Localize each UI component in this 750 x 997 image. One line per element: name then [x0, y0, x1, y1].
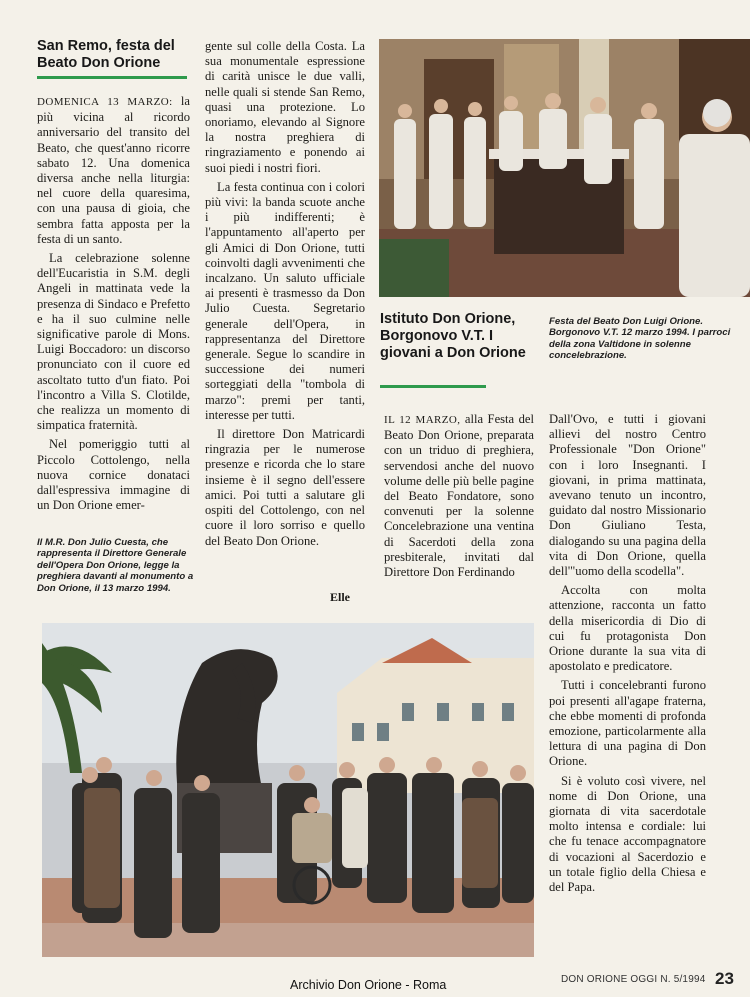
footer-archive-credit: Archivio Don Orione - Roma — [290, 978, 447, 992]
article1-col2-paragraph-3: Il direttore Don Matricardi ringrazia per le numerose presenze e ricorda che lo stare insieme è il segno dell'essere amici. Poi tutti a salutare gli ospiti del Cottolengo, con nel cuore il loro sorriso e quello del Beato Don Orione. — [205, 427, 365, 548]
concelebration-photo — [379, 39, 750, 297]
article1-photo-caption: Il M.R. Don Julio Cuesta, che rappresenta il Direttore Generale dell'Opera Don Orione, legge la preghiera davanti al monumento a Don Orione, il 13 marzo 1994. — [37, 537, 194, 594]
article1-paragraph-3: Nel pomeriggio tutti al Piccolo Cottolengo, nella nuova cornice donataci dall'espressiva immagine di un Don Orione emer- — [37, 437, 190, 513]
article2-dateline: IL 12 MARZO, — [384, 414, 461, 426]
article2-col2-paragraph-3: Tutti i concelebranti furono poi presenti all'agape fraterna, che ebbe momenti di profonda emozione, particolarmente alla lettura di una pagina di Don Orione. — [549, 678, 706, 769]
article1-dateline: DOMENICA 13 MARZO: — [37, 96, 173, 108]
article2-title-rule — [380, 385, 486, 388]
article1-title-rule — [37, 76, 187, 79]
article2-paragraph-1-text: alla Festa del Beato Don Orione, preparata con un triduo di preghiera, servendosi anche del nuovo volume delle più belle pagine del Beato Fondatore, sono convenuti per la solenne Concelebrazione una ventina di Sacerdoti della zona presbiterale, invitati dal Direttore Don Ferdinando — [384, 412, 535, 580]
article1-paragraph-1 — [37, 94, 190, 247]
article2-column-2 — [549, 412, 706, 899]
article2-title: Istituto Don Orione, Borgonovo V.T. I giovani a Don Orione — [380, 311, 526, 361]
article2-col2-paragraph-2: Accolta con molta attenzione, racconta un fatto della misericordia di Dio di cui fu protagonista Don Orione durante la sua vita di apostolato e predicatore. — [549, 583, 706, 674]
article1-paragraph-2: La celebrazione solenne dell'Eucaristia in S.M. degli Angeli in mattinata vede la presenza di Sindaco e Prefetto e ha il suo culmine nelle significative parole di Mons. Luigi Boccadoro: un discorso pronunciato con il cuore ed ascoltato tutto d'un fiato. Poi l'incontro a Villa S. Clotilde, che realizza un momento di simpatica fraternità. — [37, 251, 190, 433]
article1-signature: Elle — [330, 590, 350, 604]
article2-col2-paragraph-4: Si è voluto così vivere, nel nome di Don Orione, una giornata di vita sacerdotale molto intensa e cordiale: lui che fu tenace accompagnatore di vocazioni al Sacerdozio e un totale figlio della Chiesa e del Papa. — [549, 773, 706, 895]
footer-magazine-issue: DON ORIONE OGGI N. 5/1994 — [561, 974, 706, 985]
article1-column-2 — [205, 39, 365, 553]
monument-photo — [42, 623, 534, 957]
article1-col2-paragraph-2: La festa continua con i colori più vivi: la banda scuote anche i più indifferenti; è l'appuntamento all'aperto per gli Amici di Don Orione, tutti coinvolti dagli avvenimenti che incalzano. Un saluto ufficiale ai presenti è trasmesso da Don Julio Cuesta. Segretario generale dell'Opera, in rappresentanza del Direttore generale. Segue lo scandire in successione dei numeri sorteggiati della "tombola di marzo": premi per tanti, interesse per tutti. — [205, 179, 365, 422]
article2-col2-paragraph-1: Dall'Ovo, e tutti i giovani allievi del nostro Centro Professionale "Don Orione" con i loro Insegnanti. I giovani, in prima mattinata, avevano tenuto un incontro, guidato dal nostro Missionario Don Giuliano Testa, dialogando su una pagina della vita di Don Orione, quella dell'"uomo della scodella". — [549, 412, 706, 579]
footer-page-number: 23 — [715, 969, 734, 988]
article2-column-1 — [384, 412, 534, 584]
article1-column-1 — [37, 94, 190, 517]
article1-paragraph-1-text: la più vicina al ricordo anniversario del transito del Beato, che quest'anno ricorre sabato 12. Una domenica diversa anche nella liturgia: nel cuore della quaresima, con una pausa di gioia, che sembra fatta apposta per la festa di un santo. — [37, 94, 190, 246]
article2-photo-caption: Festa del Beato Don Luigi Orione. Borgonovo V.T. 12 marzo 1994. I parroci della zona Valtidone in solenne concelebrazione. — [549, 316, 731, 362]
article1-col2-paragraph-1: gente sul colle della Costa. La sua monumentale espressione di carità unisce le due valli, nelle quali si stende San Remo, quasi una protezione. Lo onoriamo, elevando al Signore la nostra preghiera di ringraziamento e ponendo ai suoi piedi i nostri fiori. — [205, 39, 365, 175]
article1-title: San Remo, festa del Beato Don Orione — [37, 38, 175, 71]
article2-paragraph-1 — [384, 412, 534, 580]
